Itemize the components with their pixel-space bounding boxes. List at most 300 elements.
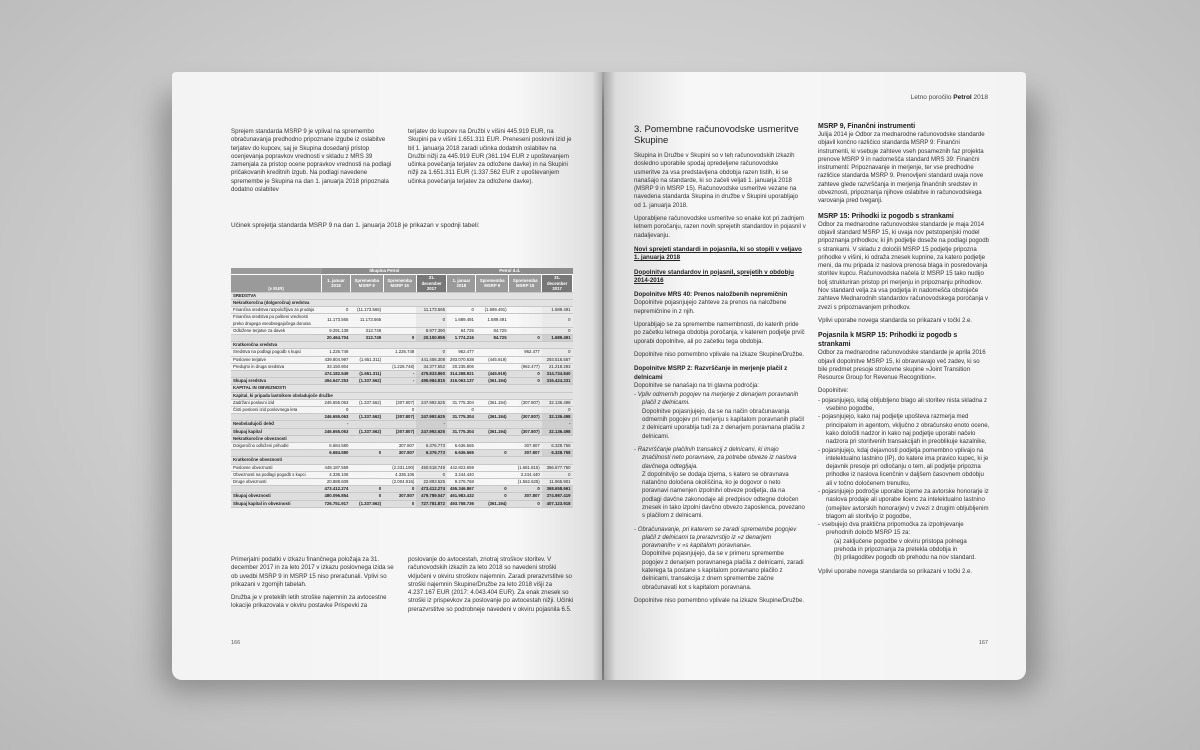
column-header: 1. januar 2018	[447, 275, 476, 293]
cell-value: 246.655.063	[322, 399, 351, 406]
cell-value: (1.337.562)	[350, 414, 383, 421]
cell-value: 442.823.659	[447, 464, 476, 471]
cell-value: 479.789.047	[416, 493, 447, 500]
clarifications-heading: Pojasnila k MSRP 15: Prihodki iz pogodb s strankami	[818, 332, 958, 349]
cell-value: 0	[383, 486, 416, 493]
cell-value: 84.725	[476, 327, 509, 334]
table-row	[231, 486, 573, 493]
table-row	[231, 435, 573, 442]
table-group-header	[231, 268, 573, 275]
right-page	[604, 72, 1026, 680]
cell-value	[476, 406, 509, 413]
row-label: Skupaj sredstva	[231, 378, 322, 385]
cell-value: (361.194)	[476, 500, 509, 507]
cell-value: 0	[350, 493, 383, 500]
cell-value	[476, 349, 509, 356]
msrp2-item-3: - Obračunavanje, pri katerem se zaradi spremembe pogojev plačil z delnicami ta prerazvrstijo iz »z denarjem poravnanih« v »s kapitalom poravnana«.	[634, 525, 797, 550]
header-prefix: Letno poročilo	[910, 94, 954, 101]
cell-value: 307.807	[509, 442, 542, 449]
left-col2-top-text: terjatev do kupcev na Družbi v višini 445.919 EUR, na Skupini pa v višini 1.651.311 EUR. Preneseni poslovni izid je bil 1. januarja 2018 zaradi učinka dodatnih oslabitev na Družbi nižji za 445.919 EUR (361.194 EUR z upoštevanjem učinka povečanja terjatev za odložene davke) in na Skupini nižji za 1.651.311 EUR (1.337.562 EUR z upoštevanjem učinka povečanja terjatev za odložene davke).	[408, 128, 572, 185]
cell-value: 307.807	[383, 493, 416, 500]
row-label: Nekratkoročna (dolgoročna) sredstva	[231, 299, 573, 306]
table-row	[231, 334, 573, 341]
cell-value: 0	[350, 486, 383, 493]
cell-value	[447, 421, 476, 428]
row-label: Druge obveznosti	[231, 478, 322, 485]
cell-value: 314.268.921	[447, 370, 476, 377]
cell-value	[350, 349, 383, 356]
table-row	[231, 471, 573, 478]
cell-value: 0	[476, 493, 509, 500]
cell-value: 0	[509, 370, 542, 377]
msrp2-conclusion: Dopolnitve niso pomembno vplivale na izkaze Skupine/Družbe.	[634, 596, 805, 604]
cell-value: 474.182.549	[322, 370, 351, 377]
cell-value: 0	[542, 327, 573, 334]
cell-value: (307.807)	[383, 414, 416, 421]
rent-paragraph: Družba je v preteklih letih stroške najemnin za avtocestne lokacije prikazovala v okviru postavke Prispevki za	[231, 594, 387, 610]
cell-value: (1.562.625)	[509, 478, 542, 485]
section-title: 3. Pomembne računovodske usmeritve Skupine	[634, 124, 799, 146]
cell-value: 6.328.758	[542, 442, 573, 449]
cell-value: (307.807)	[509, 399, 542, 406]
cell-value	[383, 314, 416, 327]
page-number-left: 166	[231, 640, 241, 646]
msrp2-item-3-text: Dopolnitve pojasnjujejo, da se v primeru spremembe pogojev z denarjem poravnanega plačila z delnicami, zaradi katerega ta postane s kapitalom poravnano plačilo z delnicami, transakcija z dnem spremembe začne obračunavati kot s kapitalom poravnana.	[642, 550, 804, 591]
cell-value	[509, 356, 542, 363]
table-row	[231, 428, 573, 435]
cell-value: 307.807	[383, 450, 416, 457]
row-label	[231, 414, 322, 421]
mrs40-text: Dopolnitve pojasnjujejo zahteve za prenos na naložbene nepremičnine in z njih.	[634, 299, 787, 315]
table-unit: (v EUR)	[231, 275, 322, 293]
table-row	[231, 299, 573, 306]
row-label: Nekratkoročne obveznosti	[231, 435, 573, 442]
table-row	[231, 399, 573, 406]
cell-value	[476, 363, 509, 370]
cell-value: 316.424.331	[542, 378, 573, 385]
msrp2-item-2-text: Z dopolnitvijo se dodaja izjema, s katero se obravnava natančno določena okoliščina, ko je dogovor o neto poravnavi namenjen izpolnitvi obveze podjetja, da na podlagi davčne zakonodaje ali predpisov odtegne določen znesek in tako izpolni davčno obvezo zaposlenca, povezano s plačilom z delnicami.	[642, 470, 805, 520]
cell-value	[350, 442, 383, 449]
msrp15-heading: MSRP 15: Prihodki iz pogodb s strankami	[818, 212, 954, 220]
row-label: Kratkoročne obveznosti	[231, 457, 573, 464]
cell-value: -	[322, 421, 351, 428]
row-label	[231, 334, 322, 341]
left-col2-bottom: poslovanje do avtocestah, znotraj stroškov storitev. V računovodskih izkazih za leto 2018 so navedeni stroški vključeni v okviru stroškov najemnin. Zaradi prerazvrstitve so stroški najemnin Skupine/Družbe za leto 2018 višji za 4.237.167 EUR (2017: 4.043.404 EUR). Za enak znesek so stroški iz prispevkov za poslovanje po avtocestah nižji. Učinki prerazvrstitve so podrobneje navedeni v okviru pojasnila 6.5.	[408, 556, 574, 613]
table-row	[231, 356, 573, 363]
cell-value: 368.658.661	[542, 486, 573, 493]
cell-value: 493.758.736	[447, 500, 476, 507]
cell-value: 313.749	[350, 327, 383, 334]
cell-value: 0	[542, 471, 573, 478]
table-row	[231, 363, 573, 370]
row-label: Kapital, ki pripada lastnikom obvladujoče družbe	[231, 392, 573, 399]
book-gutter	[592, 72, 616, 680]
cell-value: 20.235.806	[447, 363, 476, 370]
row-label	[231, 450, 322, 457]
table-row	[231, 406, 573, 413]
cell-value: 1.689.491	[447, 314, 476, 327]
cell-value	[509, 307, 542, 314]
column-header: Sprememba MSRP 9	[350, 275, 383, 293]
cell-value	[350, 464, 383, 471]
msrp2-text: Dopolnitve se nanašajo na tri glavna področja:	[634, 381, 760, 389]
cell-value: 962.477	[509, 349, 542, 356]
row-label: Sredstva na podlagi pogodb s kupci	[231, 349, 322, 356]
column-header: Sprememba MSRP 9	[476, 275, 509, 293]
msrp2-heading: Dopolnitve MSRP 2: Razvrščanje in merjenje plačil z delnicami	[634, 365, 788, 381]
cell-value: (361.194)	[476, 428, 509, 435]
table-row	[231, 414, 573, 421]
cell-value: 0	[542, 349, 573, 356]
mrs40-text-c: Dopolnitve niso pomembno vplivale na izkaze Skupine/Družbe.	[634, 350, 805, 358]
table-row	[231, 450, 573, 457]
cell-value: (445.919)	[476, 356, 509, 363]
row-label: Predujmi in druga sredstva	[231, 363, 322, 370]
cell-value: 247.992.625	[416, 399, 447, 406]
cell-value: 0	[322, 406, 351, 413]
cell-value: 3.244.440	[509, 471, 542, 478]
row-label: Skupaj obveznosti	[231, 493, 322, 500]
table-row	[231, 327, 573, 334]
cell-value: 450.518.749	[416, 464, 447, 471]
cell-value: -	[383, 370, 416, 377]
cell-value: 0	[476, 486, 509, 493]
cell-value: 0	[509, 334, 542, 341]
right-col2	[818, 122, 990, 581]
cell-value: 6.636.565	[447, 450, 476, 457]
cell-value: 1.689.491	[542, 334, 573, 341]
cell-value: 494.647.253	[322, 378, 351, 385]
cell-value: 0	[416, 349, 447, 356]
clarifications-lead: Dopolnitve:	[818, 387, 849, 395]
cell-value: 473.412.274	[322, 486, 351, 493]
cell-value: 6.636.565	[447, 442, 476, 449]
cell-value: 0	[509, 378, 542, 385]
row-label: Dolgoročno odloženi prihodki	[231, 442, 322, 449]
cell-value: 1.226.748	[383, 349, 416, 356]
cell-value: (1.681.815)	[509, 464, 542, 471]
cell-value: 6.376.773	[416, 450, 447, 457]
intro-paragraph: Skupina in Družbe v Skupini so v teh računovodskih izkazih dosledno uporabile spodaj opredeljene računovodske usmeritve za vsa predstavljena obdobja razen tistih, ki se nanašajo na standarde, ki so začeli veljati 1. januarja 2018 (MSRP 9 in MSRP 15). Računovodske usmeritve vezane na navedena standarda Skupina in družbe v Skupini uporabljajo od 1. januarja 2018.	[634, 152, 798, 209]
cell-value: 448.187.559	[322, 464, 351, 471]
cell-value: 455.346.867	[447, 486, 476, 493]
msrp2-item-1-text: Dopolnitve pojasnjujejo, da se na način obračunavanja odmernih pogojev pri merjenju s kapitalom poravnanih plačil z delnicami uporablja tudi za z denarjem poravnana plačila z delnicami.	[642, 407, 805, 440]
row-label: Skupaj kapital	[231, 428, 322, 435]
cell-value: (1.651.311)	[350, 356, 383, 363]
cell-value: 293.516.557	[542, 356, 573, 363]
cell-value: (1.651.311)	[350, 370, 383, 377]
cell-value: 3.244.440	[447, 471, 476, 478]
row-label: Skupaj kapital in obveznosti	[231, 500, 322, 507]
cell-value: 9.291.139	[322, 327, 351, 334]
clarification-bullet-3: - pojasnjujejo, kdaj dejavnosti podjetja pomembno vplivajo na intelektualno lastnino (IP), do katere ima pravico kupec, ki je dejavnik presoje pri odločanju o tem, ali podjetje pripozna prihodke iz naslova licenčnin v daljšem časovnem obdobju ali v točno določenem trenutku,	[818, 446, 989, 487]
row-label: Poslovne obveznosti	[231, 464, 322, 471]
row-label	[231, 370, 322, 377]
cell-value: 0	[447, 307, 476, 314]
cell-value: (2.331.190)	[383, 464, 416, 471]
clarifications-text: Odbor za mednarodne računovodske standarde je aprila 2016 objavil dopolnitve MSRP 15, ki obravnavajo več zadev, ki so bile predmet presoje strokovne skupine »Joint Transition Resource Group for Revenue Recognition«.	[818, 349, 986, 382]
cell-value: 11.173.565	[350, 314, 383, 327]
clarification-bullet-2: - pojasnjujejo, kako naj podjetje upošteva razmerja med principalom in agentom, vključno z obračunsko enoto ocene, kako določiti nadzor in kako naj podjetje uporabi načelo nadzora pri storitvenih transakcijah in preoblikuje kazalnike,	[818, 413, 990, 446]
cell-value: 727.781.872	[416, 500, 447, 507]
cell-value: 32.136.498	[542, 428, 573, 435]
cell-value: (307.807)	[383, 428, 416, 435]
cell-value: 0	[476, 450, 509, 457]
cell-value: 356.677.760	[542, 464, 573, 471]
left-col1-bottom	[231, 556, 396, 616]
row-label: SREDSTVA	[231, 292, 573, 299]
table-row	[231, 349, 573, 356]
cell-value	[350, 471, 383, 478]
final-impact: Vplivi uporabe novega standarda so prikazani v točki 2.e.	[818, 567, 973, 575]
cell-value: 11.173.565	[322, 314, 351, 327]
cell-value: (445.919)	[476, 370, 509, 377]
cell-value: (1.337.562)	[350, 378, 383, 385]
left-page	[172, 72, 602, 680]
cell-value: 22.893.525	[416, 478, 447, 485]
cell-value: 461.983.432	[447, 493, 476, 500]
cell-value: 307.807	[383, 442, 416, 449]
cell-value: 84.725	[447, 327, 476, 334]
cell-value: 4.336.106	[383, 471, 416, 478]
cell-value: 1.689.491	[476, 314, 509, 327]
cell-value	[509, 406, 542, 413]
cell-value: 0	[383, 500, 416, 507]
cell-value: (307.807)	[509, 414, 542, 421]
cell-value: 6.684.580	[322, 442, 351, 449]
cell-value: 0	[509, 486, 542, 493]
cell-value: 31.775.304	[447, 399, 476, 406]
msrp15-text: Odbor za mednarodne računovodske standarde je maja 2014 objavil standard MSRP 15, ki uvaja nov petstopenjski model pripoznanja prihodkov, ki jih podjetje doseže na podlagi pogodb s strankami. V skladu z določili MSRP 15 podjetje pripozna prihodke v višini, ki odraža znesek kupnine, za katero podjetje meni, da mu pripada iz naslova prenosa blaga in posredovanja storitev kupcu. Računovodska načela iz MSRP 15 tako nudijo bolj strukturiran pristop pri merjenju in pripoznanju prihodkov. Nov standard velja za vsa podjetja in nadomešča obstoječe zahteve Mednarodnih standardov računovodskega poročanja v zvezi s pripoznavanjem prihodkov.	[818, 220, 989, 311]
row-label	[231, 486, 322, 493]
amendments-heading: Dopolnitve standardov in pojasnil, sprejetih v obdobju 2014-2016	[634, 268, 794, 284]
cell-value: 247.992.625	[416, 414, 447, 421]
cell-value: 314.734.840	[542, 370, 573, 377]
column-header: 31. december 2017	[416, 275, 447, 293]
cell-value	[476, 478, 509, 485]
cell-value: (307.807)	[383, 399, 416, 406]
column-header: Sprememba MSRP 15	[509, 275, 542, 293]
cell-value: 11.965.901	[542, 478, 573, 485]
clarification-bullet-5: - vsebujejo dva praktična pripomočka za izpolnjevanje prehodnih določb MSRP 15 za:	[818, 521, 964, 537]
cell-value: 0	[416, 314, 447, 327]
row-label: Neobvladujoči delež	[231, 421, 322, 428]
cell-value: (361.194)	[476, 378, 509, 385]
table-row	[231, 392, 573, 399]
cell-value: 307.807	[509, 493, 542, 500]
cell-value	[476, 471, 509, 478]
row-label: Čisti poslovni izid poslovnega leta	[231, 406, 322, 413]
msrp15-impact: Vplivi uporabe novega standarda so prikazani v točki 2.e.	[818, 316, 973, 324]
table-row	[231, 314, 573, 327]
cell-value: -	[416, 421, 447, 428]
cell-value: 293.070.638	[447, 356, 476, 363]
cell-value: 0	[322, 307, 351, 314]
right-col1	[634, 124, 806, 610]
table-row	[231, 457, 573, 464]
cell-value: 0	[383, 334, 416, 341]
cell-value: 21.218.283	[542, 363, 573, 370]
header-brand: Petrol	[953, 94, 972, 101]
cell-value	[350, 478, 383, 485]
row-label: Obveznosti na podlagi pogodb s kupci	[231, 471, 322, 478]
comparative-paragraph: Primerjalni podatki v izkazu finančnega položaja za 31. december 2017 in za leto 2017 v izkazu poslovnega izida se ob uvedbi MSRP 9 in MSRP 15 niso preračunali. Vplivi so prikazani v zgornjih tabelah.	[231, 556, 394, 588]
cell-value: 0	[509, 500, 542, 507]
cell-value: 6.376.773	[416, 442, 447, 449]
table-column-header	[231, 275, 573, 293]
cell-value: 246.655.063	[322, 414, 351, 421]
cell-value: 8.977.390	[416, 327, 447, 334]
cell-value: 84.725	[476, 334, 509, 341]
running-header	[911, 94, 988, 101]
table-row	[231, 370, 573, 377]
cell-value: 0	[542, 314, 573, 327]
cell-value	[509, 421, 542, 428]
cell-value: 11.173.565	[416, 307, 447, 314]
row-label: Finančna sredstva razpoložljiva za prodajo	[231, 307, 322, 314]
cell-value: 20.888.609	[322, 478, 351, 485]
row-label: Finančna sredstva po pošteni vrednosti preko drugega vseobsegajočega donosa	[231, 314, 322, 327]
cell-value: 726.751.917	[322, 500, 351, 507]
left-col1-top-text: Sprejem standarda MSRP 9 je vplival na spremembo obračunavanja predhodno pripoznane izgube iz oslabitve terjatev do kupcev, saj je Skupina dosedanji pristop ocenjevanja popravkov vrednosti v skladu z MRS 39 zamenjala za pristop ocene popravkov vrednosti na podlagi pričakovanih kreditnih izgub. Na podlagi navedene spremembe je Skupina na dan 1. januarja 2018 pripoznala dodatno oslabitev	[231, 128, 392, 194]
column-header: 1. januar 2018	[322, 275, 351, 293]
table-row	[231, 493, 573, 500]
cell-value: -	[542, 421, 573, 428]
cell-value	[476, 421, 509, 428]
clarification-sub-a: (a) zaključene pogodbe v okviru pristopa polnega prehoda in pripoznanja za pretekla obdobja in	[834, 537, 967, 554]
cell-value	[383, 421, 416, 428]
cell-value	[383, 307, 416, 314]
cell-value: 495.984.815	[416, 378, 447, 385]
table-row	[231, 342, 573, 349]
cell-value: 0	[416, 471, 447, 478]
cell-value: 246.655.063	[322, 428, 351, 435]
cell-value: 20.464.704	[322, 334, 351, 341]
row-label: Odložene terjatve za davek	[231, 327, 322, 334]
page-number-right: 167	[978, 640, 988, 646]
cell-value: 313.749	[350, 334, 383, 341]
cell-value: 0	[350, 450, 383, 457]
cell-value: 441.456.308	[416, 356, 447, 363]
cell-value: (361.194)	[476, 399, 509, 406]
cell-value: 9.278.768	[447, 478, 476, 485]
column-header: 31. december 2017	[542, 275, 573, 293]
cell-value: 4.336.106	[322, 471, 351, 478]
table-row	[231, 500, 573, 507]
table-row	[231, 464, 573, 471]
cell-value: 32.136.498	[542, 414, 573, 421]
cell-value: 20.150.955	[416, 334, 447, 341]
cell-value: 247.992.625	[416, 428, 447, 435]
cell-value: (1.337.562)	[350, 500, 383, 507]
cell-value: (1.226.748)	[383, 363, 416, 370]
cell-value: 475.833.860	[416, 370, 447, 377]
header-year: 2018	[971, 94, 988, 101]
column-header: Sprememba MSRP 15	[383, 275, 416, 293]
cell-value: (361.194)	[476, 414, 509, 421]
cell-value: (11.173.565)	[350, 307, 383, 314]
cell-value: 31.775.304	[447, 428, 476, 435]
msrp9-effect-table	[231, 268, 573, 508]
cell-value	[416, 406, 447, 413]
clarification-sub-b: (b) prilagoditev pogodb ob prehodu na nov standard.	[834, 554, 976, 562]
cell-value	[476, 442, 509, 449]
cell-value: 34.377.552	[416, 363, 447, 370]
cell-value: 374.987.419	[542, 493, 573, 500]
table-row	[231, 442, 573, 449]
table-row	[231, 378, 573, 385]
cell-value: 1.774.216	[447, 334, 476, 341]
cell-value	[383, 356, 416, 363]
cell-value	[476, 464, 509, 471]
cell-value: 439.804.997	[322, 356, 351, 363]
row-label: Kratkoročna sredstva	[231, 342, 573, 349]
cell-value: 6.328.758	[542, 450, 573, 457]
row-label: Poslovne terjatve	[231, 356, 322, 363]
table-row	[231, 385, 573, 392]
msrp9-heading: MSRP 9, Finančni instrumenti	[818, 123, 916, 130]
cell-value: (1.689.491)	[476, 307, 509, 314]
cell-value: -	[383, 378, 416, 385]
cell-value	[383, 327, 416, 334]
mrs40-heading: Dopolnitve MRS 40: Prenos naložbenih nepremičnin	[634, 291, 788, 299]
policies-paragraph: Uporabljene računovodske usmeritve so enake kot pri zadnjem letnem poročanju, razen novih sprejetih standardov in pojasnil v nadaljevanju.	[634, 215, 806, 239]
cell-value	[350, 421, 383, 428]
cell-value: 33.150.804	[322, 363, 351, 370]
row-label: KAPITAL IN OBVEZNOSTI	[231, 385, 573, 392]
table-row	[231, 421, 573, 428]
cell-value: (307.807)	[509, 428, 542, 435]
msrp9-text: Julija 2014 je Odbor za mednarodne računovodske standarde objavil končno različico standarda MSRP 9: Finančni instrumenti, ki vsebuje zahteve vseh posameznih faz projekta prenove MSRP 9 in nadomešča standard MRS 39: Finančni instrumenti: Pripoznavanje in merjenje, ter vse predhodne različice standarda MSRP 9. Prenovljeni standard uvaja nove zahteve glede razvrščanja in merjenja finančnih sredstev in obveznosti, pripoznanja njihove oslabitve in računovodskega varovanja pred tveganji.	[818, 131, 985, 205]
msrp2-item-2: - Razvrščanje plačilnih transakcij z delnicami, ki imajo značilnosti neto poravnave, za potrebe obveze iz naslova davčnega odtegljaja.	[634, 445, 797, 470]
cell-value: 0	[447, 406, 476, 413]
table-row	[231, 307, 573, 314]
cell-value: 473.412.274	[416, 486, 447, 493]
cell-value: 1.689.491	[542, 307, 573, 314]
cell-value: (962.477)	[509, 363, 542, 370]
mrs40-text-b: Uporabljajo se za spremembe namembnosti, do katerih pride po začetku letnega obdobja poročanja, v katerem podjetje prvič uporabi dopolnitve, ali po začetku tega obdobja.	[634, 321, 805, 345]
cell-value: 31.775.304	[447, 414, 476, 421]
cell-value: 480.096.854	[322, 493, 351, 500]
table-row	[231, 292, 573, 299]
new-standards-heading: Novi sprejeti standardi in pojasnila, ki so stopili v veljavo 1. januarja 2018	[634, 245, 802, 262]
clarification-bullet-4: - pojasnjujejo področje uporabe izjeme za avtorske honorarje iz naslova prodaje ali uporabe licenc za intelektualno lastnino (omejitev avtorskih honorarjev) v zvezi z drugim obljubljenim blagom ali storitvijo iz pogodbe,	[818, 487, 989, 520]
cell-value: 32.136.498	[542, 399, 573, 406]
group-petrol: Petrol d.d.	[447, 268, 573, 275]
cell-value: 0	[383, 406, 416, 413]
cell-value: 0	[542, 406, 573, 413]
cell-value: 6.684.580	[322, 450, 351, 457]
cell-value	[350, 406, 383, 413]
cell-value: 962.477	[447, 349, 476, 356]
cell-value	[509, 327, 542, 334]
clarification-bullet-1: - pojasnjujejo, kdaj obljubljeno blago ali storitev nista skladna z vsebino pogodbe,	[818, 396, 988, 413]
cell-value	[509, 314, 542, 327]
row-label: Zadržani poslovni izid	[231, 399, 322, 406]
cell-value: (1.337.562)	[350, 428, 383, 435]
cell-value: 1.226.748	[322, 349, 351, 356]
cell-value: (1.337.562)	[350, 399, 383, 406]
table-row	[231, 478, 573, 485]
msrp2-item-1: - Vpliv odmernih pogojev na merjenje z denarjem poravnanih plačil z delnicami.	[634, 391, 799, 407]
cell-value: 407.123.918	[542, 500, 573, 507]
cell-value	[350, 363, 383, 370]
group-skupina: Skupina Petrol	[322, 268, 447, 275]
cell-value: 307.807	[509, 450, 542, 457]
cell-value: 316.063.137	[447, 378, 476, 385]
table-intro: Učinek sprejetja standarda MSRP 9 na dan 1. januarja 2018 je prikazan v spodnji tabeli:	[231, 222, 480, 229]
cell-value: (2.004.916)	[383, 478, 416, 485]
